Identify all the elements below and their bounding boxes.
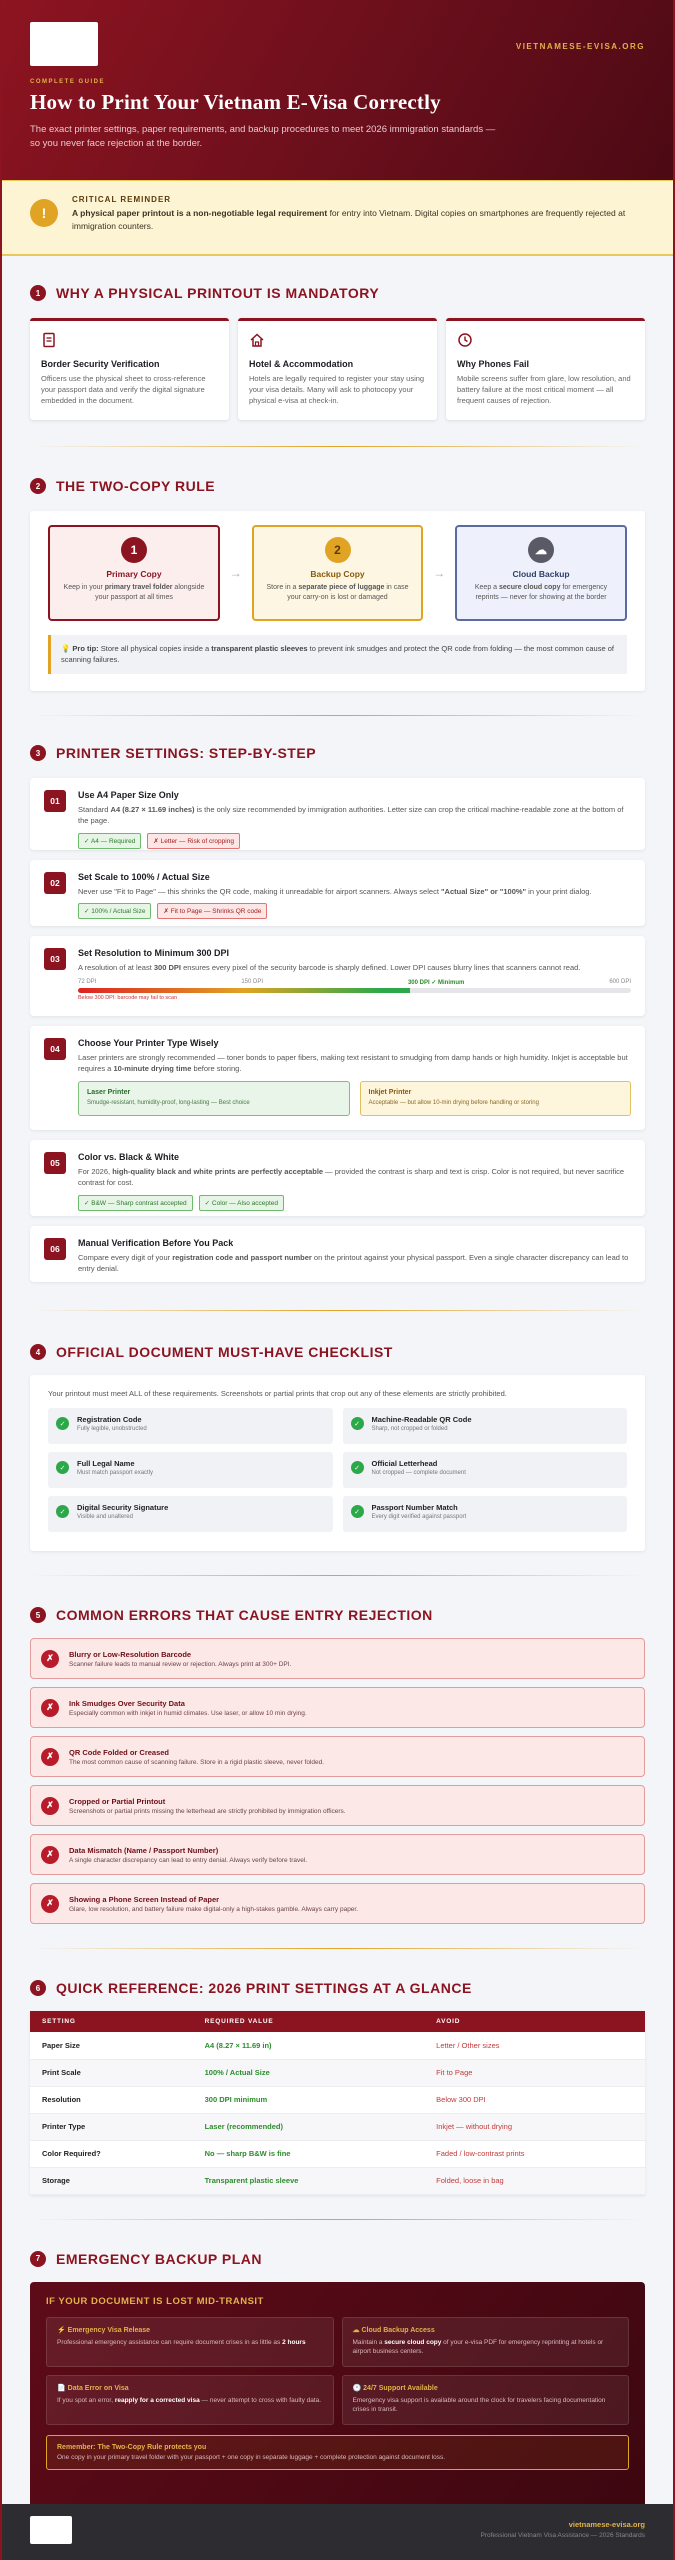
table-row: Storage Transparent plastic sleeve Folded, loose in bag [30, 2167, 645, 2194]
section-title: WHY A PHYSICAL PRINTOUT IS MANDATORY [56, 285, 380, 301]
dpi-note: Below 300 DPI: barcode may fail to scan [78, 995, 178, 1002]
home-icon [249, 332, 265, 348]
section-title: QUICK REFERENCE: 2026 PRINT SETTINGS AT A GLANCE [56, 1980, 472, 1996]
table-row: Printer Type Laser (recommended) Inkjet — without drying [30, 2113, 645, 2140]
site-logo[interactable] [30, 22, 98, 66]
reminder-title: CRITICAL REMINDER [72, 195, 172, 204]
section-printer-settings [2, 738, 673, 1282]
error-item: ✗ Cropped or Partial Printout Screenshots or partial prints missing the letterhead are strictly prohibited by immigration officers. [30, 1785, 645, 1826]
check-icon: ✓ [56, 1461, 69, 1474]
step-text: For 2026, high-quality black and white prints are perfectly acceptable — provided the contrast is sharp and text is crisp. Color is not required, but never sacrifice contrast for cost. [78, 1167, 625, 1188]
ok-tag: ✓ 100% / Actual Size [78, 903, 151, 919]
error-item: ✗ QR Code Folded or Creased The most common cause of scanning failure. Store in a rigid plastic sleeve, never folded. [30, 1736, 645, 1777]
page-subtitle: The exact printer settings, paper requirements, and backup procedures to meet 2026 immigration standards — so you never face rejection at the border. [30, 124, 496, 150]
inkjet-printer-box: Inkjet Printer Acceptable — but allow 10-min drying before handling or storing [360, 1081, 632, 1116]
table-header: SETTING [30, 2011, 193, 2032]
footer-tagline: Professional Vietnam Visa Assistance — 2026 Standards [480, 2532, 645, 2539]
dpi-label: 72 DPI [78, 979, 97, 986]
divider [30, 715, 645, 716]
step-number: 01 [44, 790, 66, 812]
step-text: Laser printers are strongly recommended — toner bonds to paper fibers, making text resistant to smudging from damp hands or high humidity. Inkjet is acceptable but requires a 10-minute drying time before storing. [78, 1053, 628, 1074]
section-why-physical [2, 278, 673, 420]
laser-printer-box: Laser Printer Smudge-resistant, humidity-proof, long-lasting — Best choice [78, 1081, 350, 1116]
document-icon [41, 332, 57, 348]
section-title: OFFICIAL DOCUMENT MUST-HAVE CHECKLIST [56, 1344, 393, 1360]
divider [30, 446, 645, 447]
bad-tag: ✗ Fit to Page — Shrinks QR code [157, 903, 267, 919]
emergency-box: 🕐 24/7 Support Available Emergency visa support is available around the clock for travelers facing documentation crises in transit. [342, 2375, 630, 2425]
ok-tag: ✓ A4 — Required [78, 833, 141, 849]
step-04 [30, 1026, 645, 1130]
check-icon: ✓ [56, 1417, 69, 1430]
check-icon: ✓ [56, 1505, 69, 1518]
table-row: Resolution 300 DPI minimum Below 300 DPI [30, 2086, 645, 2113]
emergency-box: 📄 Data Error on Visa If you spot an error, reapply for a corrected visa — never attempt to cross with faulty data. [46, 2375, 334, 2425]
kicker: COMPLETE GUIDE [30, 79, 106, 85]
check-icon: ✓ [351, 1417, 364, 1430]
step-number: 03 [44, 948, 66, 970]
step-text: Standard A4 (8.27 × 11.69 inches) is the only size recommended by immigration authorities. Letter size can crop the critical machine-readable zone at the bottom of the page. [78, 805, 624, 826]
table-row: Print Scale 100% / Actual Size Fit to Page [30, 2059, 645, 2086]
copy-title: Backup Copy [310, 569, 365, 579]
card-title: Why Phones Fail [457, 359, 530, 369]
emergency-panel [30, 2282, 645, 2518]
feature-card [446, 318, 645, 420]
table-row: Color Required? No — sharp B&W is fine Faded / low-contrast prints [30, 2140, 645, 2167]
checklist-item: ✓ Digital Security Signature Visible and unaltered [48, 1496, 333, 1532]
reminder-text: A physical paper printout is a non-negotiable legal requirement for entry into Vietnam. Digital copies on smartphones are frequently rejected at immigration counters. [72, 208, 626, 231]
error-item: ✗ Blurry or Low-Resolution Barcode Scanner failure leads to manual review or rejection. Always print at 300+ DPI. [30, 1638, 645, 1679]
dpi-label: 600 DPI [609, 979, 631, 986]
section-title: THE TWO-COPY RULE [56, 478, 216, 494]
error-item: ✗ Data Mismatch (Name / Passport Number) A single character discrepancy can lead to entry denial. Always verify before travel. [30, 1834, 645, 1875]
dpi-bar [78, 988, 631, 993]
copy-title: Primary Copy [106, 569, 162, 579]
two-copy-card [30, 511, 645, 691]
primary-copy [48, 525, 220, 621]
x-icon: ✗ [41, 1895, 59, 1913]
copy-text: Store in a separate piece of luggage in case your carry-on is lost or damaged [266, 584, 409, 601]
copy-text: Keep in your primary travel folder alongside your passport at all times [63, 584, 205, 601]
number-two-icon: 2 [325, 537, 351, 563]
ok-tag: ✓ Color — Also accepted [199, 1195, 284, 1211]
clock-icon [457, 332, 473, 348]
pro-tip: 💡 Pro tip: Store all physical copies inside a transparent plastic sleeves to prevent ink smudges and protect the QR code from folding — the most common cause of scanning failures. [48, 635, 627, 674]
feature-card [30, 318, 229, 420]
section-checklist [2, 1337, 673, 1551]
step-02 [30, 860, 645, 926]
section-title: PRINTER SETTINGS: STEP-BY-STEP [56, 745, 317, 761]
step-title: Color vs. Black & White [78, 1152, 180, 1162]
remember-box: Remember: The Two-Copy Rule protects you One copy in your primary travel folder with your passport + one copy in separate luggage + complete protection against document loss. [46, 2435, 629, 2470]
copy-text: Keep a secure cloud copy for emergency reprints — never for showing at the border [474, 584, 608, 601]
step-06 [30, 1226, 645, 1282]
x-icon: ✗ [41, 1699, 59, 1717]
section-common-errors [2, 1600, 673, 1924]
x-icon: ✗ [41, 1797, 59, 1815]
section-number: 6 [30, 1980, 46, 1996]
card-title: Border Security Verification [41, 359, 160, 369]
footer-logo[interactable] [30, 2516, 72, 2544]
section-number: 2 [30, 478, 46, 494]
bad-tag: ✗ Letter — Risk of cropping [147, 833, 240, 849]
card-text: Hotels are legally required to register your stay using your visa details. Many will ask to photocopy your physical e-visa at check-in. [249, 374, 425, 405]
step-number: 06 [44, 1238, 66, 1260]
step-text: Compare every digit of your registration code and passport number on the printout against your physical passport. Even a single character discrepancy can lead to entry denial. [78, 1253, 629, 1274]
step-title: Manual Verification Before You Pack [78, 1238, 234, 1248]
warning-icon: ! [30, 199, 58, 227]
x-icon: ✗ [41, 1748, 59, 1766]
section-title: COMMON ERRORS THAT CAUSE ENTRY REJECTION [56, 1607, 433, 1623]
section-number: 4 [30, 1344, 46, 1360]
divider [30, 2219, 645, 2220]
ok-tag: ✓ B&W — Sharp contrast accepted [78, 1195, 193, 1211]
step-number: 04 [44, 1038, 66, 1060]
section-number: 3 [30, 745, 46, 761]
copy-title: Cloud Backup [512, 569, 570, 579]
table-row: Paper Size A4 (8.27 × 11.69 in) Letter / Other sizes [30, 2032, 645, 2059]
page-title: How to Print Your Vietnam E-Visa Correctly [30, 90, 441, 114]
step-text: Never use "Fit to Page" — this shrinks the QR code, making it unreadable for airport scanners. Always select "Actual Size" or "100%" in your print dialog. [78, 887, 592, 896]
checklist-intro: Your printout must meet ALL of these requirements. Screenshots or partial prints that crop out any of these elements are strictly prohibited. [48, 1389, 507, 1398]
error-item: ✗ Ink Smudges Over Security Data Especially common with inkjet in humid climates. Use laser, or allow 10 min drying. [30, 1687, 645, 1728]
hero-header [2, 0, 673, 180]
dpi-label: 150 DPI [241, 979, 263, 986]
emergency-box: ⚡ Emergency Visa Release Professional emergency assistance can require document crises in as little as 2 hours [46, 2317, 334, 2367]
emergency-box: ☁ Cloud Backup Access Maintain a secure cloud copy of your e-visa PDF for emergency reprinting at hotels or airport business centers. [342, 2317, 630, 2367]
table-header: AVOID [424, 2011, 645, 2032]
card-text: Mobile screens suffer from glare, low resolution, and battery failure at the most critical moment — all frequent causes of rejection. [457, 374, 631, 405]
emergency-heading: IF YOUR DOCUMENT IS LOST MID-TRANSIT [46, 2295, 264, 2307]
x-icon: ✗ [41, 1846, 59, 1864]
step-title: Use A4 Paper Size Only [78, 790, 179, 800]
section-emergency [2, 2244, 673, 2518]
divider [30, 1948, 645, 1949]
settings-table [30, 2011, 645, 2195]
cloud-icon: ☁ [528, 537, 554, 563]
table-header: REQUIRED VALUE [193, 2011, 425, 2032]
x-icon: ✗ [41, 1650, 59, 1668]
checklist-item: ✓ Full Legal Name Must match passport exactly [48, 1452, 333, 1488]
check-icon: ✓ [351, 1505, 364, 1518]
checklist-item: ✓ Official Letterhead Not cropped — complete document [343, 1452, 628, 1488]
dpi-label: 300 DPI ✓ Minimum [407, 980, 465, 987]
number-one-icon: 1 [121, 537, 147, 563]
step-05 [30, 1140, 645, 1216]
checklist-item: ✓ Registration Code Fully legible, unobstructed [48, 1408, 333, 1444]
divider [30, 1575, 645, 1576]
card-text: Officers use the physical sheet to cross-reference your passport data and verify the digital signature embedded in the document. [41, 374, 206, 405]
step-title: Set Resolution to Minimum 300 DPI [78, 948, 230, 958]
step-01 [30, 778, 645, 850]
site-link[interactable]: VIETNAMESE-EVISA.ORG [515, 42, 645, 51]
checklist-item: ✓ Machine-Readable QR Code Sharp, not cropped or folded [343, 1408, 628, 1444]
error-item: ✗ Showing a Phone Screen Instead of Paper Glare, low resolution, and battery failure make digital-only a high-stakes gamble. Always carry paper. [30, 1883, 645, 1924]
critical-reminder [2, 180, 673, 256]
card-title: Hotel & Accommodation [249, 359, 354, 369]
step-03 [30, 936, 645, 1016]
step-title: Choose Your Printer Type Wisely [78, 1038, 219, 1048]
cloud-backup [455, 525, 627, 621]
checklist-item: ✓ Passport Number Match Every digit verified against passport [343, 1496, 628, 1532]
section-two-copy [2, 471, 673, 691]
feature-card [238, 318, 437, 420]
checklist-card [30, 1375, 645, 1551]
check-icon: ✓ [351, 1461, 364, 1474]
step-number: 02 [44, 872, 66, 894]
arrow-icon: → [229, 566, 242, 580]
step-title: Set Scale to 100% / Actual Size [78, 872, 210, 882]
divider [30, 1310, 645, 1311]
step-number: 05 [44, 1152, 66, 1174]
section-number: 1 [30, 285, 46, 301]
step-text: A resolution of at least 300 DPI ensures every pixel of the security barcode is sharply defined. Lower DPI causes blurry lines that scanners cannot read. [78, 963, 581, 972]
section-number: 5 [30, 1607, 46, 1623]
section-quick-reference [2, 1973, 673, 2195]
arrow-icon: → [433, 566, 446, 580]
section-number: 7 [30, 2251, 46, 2267]
footer [2, 2504, 673, 2560]
backup-copy [252, 525, 424, 621]
section-title: EMERGENCY BACKUP PLAN [56, 2250, 263, 2267]
footer-site-link[interactable]: vietnamese-evisa.org [568, 2520, 645, 2529]
